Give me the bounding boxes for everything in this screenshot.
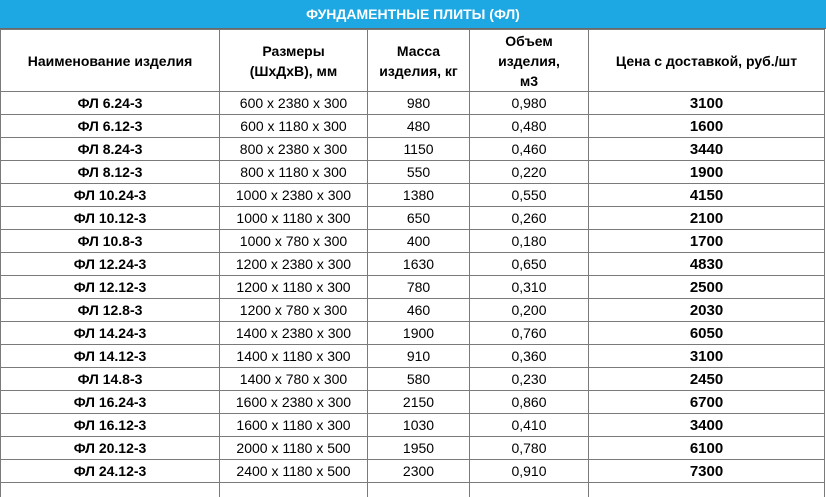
table-row [1,207,825,230]
product-mass: 1950 [368,437,470,460]
table-row [1,184,825,207]
price-table [0,29,825,497]
product-name: ФЛ 12.24-3 [1,253,220,276]
product-volume: 0,760 [470,322,589,345]
product-volume: 0,360 [470,345,589,368]
column-header-mass-line1: Масса [397,43,440,59]
product-size: 2400 х 1180 х 500 [220,460,368,483]
column-header-size-line1: Размеры [262,43,324,59]
product-name: ФЛ 12.12-3 [1,276,220,299]
product-size: 1000 х 2380 х 300 [220,184,368,207]
product-size: 1000 х 780 х 300 [220,230,368,253]
product-price: 4830 [589,253,825,276]
product-mass: 2300 [368,460,470,483]
table-row [1,391,825,414]
product-name: ФЛ 10.8-3 [1,230,220,253]
product-price: 1700 [589,230,825,253]
column-header-name [1,30,220,92]
empty-cell [1,483,220,497]
product-price: 3440 [589,138,825,161]
product-price: 3100 [589,92,825,115]
product-price: 1900 [589,161,825,184]
product-volume: 0,200 [470,299,589,322]
product-volume: 0,550 [470,184,589,207]
product-name: ФЛ 6.24-3 [1,92,220,115]
product-size: 1600 х 1180 х 300 [220,414,368,437]
product-name: ФЛ 20.12-3 [1,437,220,460]
product-name: ФЛ 10.24-3 [1,184,220,207]
product-volume: 0,910 [470,460,589,483]
table-row [1,322,825,345]
product-size: 800 х 2380 х 300 [220,138,368,161]
product-price: 4150 [589,184,825,207]
product-volume: 0,480 [470,115,589,138]
column-header-price-text: Цена с доставкой, руб./шт [616,53,797,69]
product-mass: 2150 [368,391,470,414]
column-header-size-line2: (ШхДхВ), мм [250,63,338,79]
product-size: 1200 х 1180 х 300 [220,276,368,299]
table-row [1,253,825,276]
product-mass: 780 [368,276,470,299]
product-volume: 0,180 [470,230,589,253]
product-name: ФЛ 16.12-3 [1,414,220,437]
product-volume: 0,410 [470,414,589,437]
table-header-row [1,30,825,92]
column-header-name-text: Наименование изделия [28,53,193,69]
table-row [1,368,825,391]
product-mass: 1030 [368,414,470,437]
product-name: ФЛ 24.12-3 [1,460,220,483]
column-header-size [220,30,368,92]
empty-row [1,483,825,497]
product-price: 6700 [589,391,825,414]
product-price: 3400 [589,414,825,437]
product-price: 6050 [589,322,825,345]
product-price: 3100 [589,345,825,368]
product-size: 1200 х 780 х 300 [220,299,368,322]
column-header-volume-line1: Объем [505,33,553,49]
product-price: 1600 [589,115,825,138]
product-name: ФЛ 8.12-3 [1,161,220,184]
product-volume: 0,780 [470,437,589,460]
empty-cell [368,483,470,497]
product-mass: 1150 [368,138,470,161]
product-mass: 400 [368,230,470,253]
product-price: 2450 [589,368,825,391]
column-header-mass-line2: изделия, кг [379,63,458,79]
product-size: 1200 х 2380 х 300 [220,253,368,276]
product-price: 2500 [589,276,825,299]
product-mass: 480 [368,115,470,138]
product-mass: 460 [368,299,470,322]
product-mass: 580 [368,368,470,391]
product-mass: 1900 [368,322,470,345]
column-header-volume [470,30,589,92]
table-row [1,276,825,299]
table-row [1,115,825,138]
product-volume: 0,310 [470,276,589,299]
product-size: 800 х 1180 х 300 [220,161,368,184]
product-name: ФЛ 14.12-3 [1,345,220,368]
product-name: ФЛ 14.24-3 [1,322,220,345]
product-volume: 0,260 [470,207,589,230]
product-size: 1000 х 1180 х 300 [220,207,368,230]
product-mass: 910 [368,345,470,368]
product-volume: 0,980 [470,92,589,115]
empty-cell [589,483,825,497]
product-volume: 0,460 [470,138,589,161]
product-price: 6100 [589,437,825,460]
product-size: 2000 х 1180 х 500 [220,437,368,460]
product-mass: 1380 [368,184,470,207]
table-row [1,437,825,460]
product-size: 1400 х 780 х 300 [220,368,368,391]
product-size: 600 х 2380 х 300 [220,92,368,115]
table-row [1,161,825,184]
table-row [1,230,825,253]
product-name: ФЛ 12.8-3 [1,299,220,322]
product-size: 600 х 1180 х 300 [220,115,368,138]
empty-cell [220,483,368,497]
table-row [1,414,825,437]
table-row [1,92,825,115]
product-price: 2030 [589,299,825,322]
product-name: ФЛ 8.24-3 [1,138,220,161]
product-name: ФЛ 16.24-3 [1,391,220,414]
product-volume: 0,860 [470,391,589,414]
table-row [1,138,825,161]
product-size: 1400 х 1180 х 300 [220,345,368,368]
product-mass: 650 [368,207,470,230]
column-header-volume-line2: изделия, [498,53,560,69]
product-volume: 0,220 [470,161,589,184]
product-name: ФЛ 14.8-3 [1,368,220,391]
product-size: 1600 х 2380 х 300 [220,391,368,414]
product-mass: 550 [368,161,470,184]
table-row [1,299,825,322]
table-title: ФУНДАМЕНТНЫЕ ПЛИТЫ (ФЛ) [0,0,826,29]
product-price: 2100 [589,207,825,230]
product-mass: 980 [368,92,470,115]
product-name: ФЛ 10.12-3 [1,207,220,230]
table-row [1,460,825,483]
product-price: 7300 [589,460,825,483]
product-volume: 0,230 [470,368,589,391]
product-size: 1400 х 2380 х 300 [220,322,368,345]
empty-cell [470,483,589,497]
table-row [1,345,825,368]
product-name: ФЛ 6.12-3 [1,115,220,138]
product-volume: 0,650 [470,253,589,276]
column-header-price [589,30,825,92]
column-header-mass [368,30,470,92]
column-header-volume-line3: м3 [520,73,538,89]
product-mass: 1630 [368,253,470,276]
